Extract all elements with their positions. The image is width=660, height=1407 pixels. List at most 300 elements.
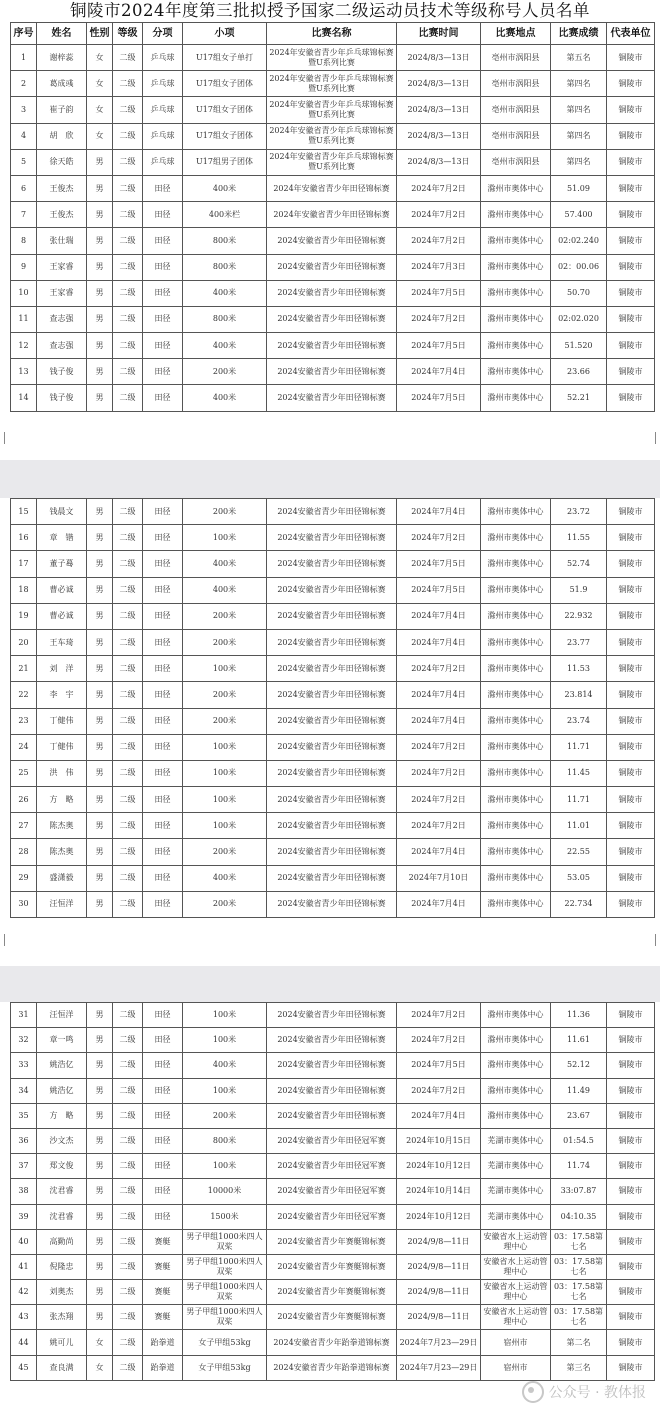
cell-result: 第二名 xyxy=(551,1330,607,1355)
cell-level: 二级 xyxy=(113,306,143,332)
cell-date: 2024年7月2日 xyxy=(397,306,481,332)
cell-gender: 男 xyxy=(87,865,113,891)
cell-unit: 铜陵市 xyxy=(607,254,655,280)
cell-discipline: 赛艇 xyxy=(143,1280,183,1305)
cell-gender: 男 xyxy=(87,1305,113,1330)
cell-competition: 2024安徽省青少年跆拳道锦标赛 xyxy=(267,1355,397,1380)
cell-name: 王家睿 xyxy=(37,280,87,306)
cell-date: 2024年7月2日 xyxy=(397,228,481,254)
cell-competition: 2024安徽省青少年田径锦标赛 xyxy=(267,891,397,917)
cell-unit: 铜陵市 xyxy=(607,1154,655,1179)
cell-index: 27 xyxy=(11,813,37,839)
cell-name: 方 略 xyxy=(37,787,87,813)
cell-date: 2024年7月10日 xyxy=(397,865,481,891)
cell-gender: 男 xyxy=(87,228,113,254)
cell-unit: 铜陵市 xyxy=(607,202,655,228)
cell-competition: 2024安徽省青少年田径锦标赛 xyxy=(267,1028,397,1053)
cell-gender: 男 xyxy=(87,499,113,525)
cell-name: 王俊杰 xyxy=(37,202,87,228)
cell-name: 徐天皓 xyxy=(37,149,87,175)
cell-competition: 2024年安徽省青少年乒乓球锦标赛暨U系列比赛 xyxy=(267,71,397,97)
table-row xyxy=(11,708,655,734)
cell-unit: 铜陵市 xyxy=(607,1128,655,1153)
cell-name: 倪隆忠 xyxy=(37,1254,87,1279)
cell-level: 二级 xyxy=(113,254,143,280)
cell-competition: 2024安徽省青少年田径锦标赛 xyxy=(267,385,397,411)
table-row xyxy=(11,71,655,97)
cell-discipline: 田径 xyxy=(143,891,183,917)
table-row xyxy=(11,1229,655,1254)
cell-level: 二级 xyxy=(113,577,143,603)
cell-name: 沈君睿 xyxy=(37,1204,87,1229)
cell-competition: 2024安徽省青少年田径锦标赛 xyxy=(267,228,397,254)
table-row xyxy=(11,656,655,682)
cell-event: 100米 xyxy=(183,656,267,682)
cell-venue: 亳州市涡阳县 xyxy=(481,149,551,175)
cell-name: 姚浩亿 xyxy=(37,1053,87,1078)
cell-event: 200米 xyxy=(183,499,267,525)
cell-result: 11.61 xyxy=(551,1028,607,1053)
cell-gender: 女 xyxy=(87,123,113,149)
cell-discipline: 田径 xyxy=(143,525,183,551)
cell-gender: 男 xyxy=(87,551,113,577)
table-row xyxy=(11,813,655,839)
header-date: 比赛时间 xyxy=(397,23,481,45)
roster-table-page-3 xyxy=(10,1002,655,1381)
table-row xyxy=(11,734,655,760)
cell-discipline: 田径 xyxy=(143,603,183,629)
cell-gender: 男 xyxy=(87,656,113,682)
cell-gender: 男 xyxy=(87,1128,113,1153)
cell-index: 40 xyxy=(11,1229,37,1254)
cell-result: 02：00.06 xyxy=(551,254,607,280)
cell-result: 11.45 xyxy=(551,760,607,786)
cell-name: 钱晨文 xyxy=(37,499,87,525)
header-event: 小项 xyxy=(183,23,267,45)
cell-discipline: 田径 xyxy=(143,333,183,359)
cell-discipline: 田径 xyxy=(143,551,183,577)
table-row xyxy=(11,149,655,175)
cell-discipline: 田径 xyxy=(143,708,183,734)
cell-name: 曹必诚 xyxy=(37,603,87,629)
table-row xyxy=(11,787,655,813)
cell-date: 2024/8/3—13日 xyxy=(397,123,481,149)
cell-unit: 铜陵市 xyxy=(607,97,655,123)
header-index: 序号 xyxy=(11,23,37,45)
cell-discipline: 乒乓球 xyxy=(143,149,183,175)
cell-gender: 男 xyxy=(87,1204,113,1229)
cell-event: 800米 xyxy=(183,254,267,280)
cell-event: 女子甲组53kg xyxy=(183,1355,267,1380)
table-row xyxy=(11,1028,655,1053)
table-row xyxy=(11,603,655,629)
cell-competition: 2024安徽省青少年田径冠军赛 xyxy=(267,1128,397,1153)
cell-date: 2024/9/8—11日 xyxy=(397,1280,481,1305)
cell-event: U17组男子团体 xyxy=(183,149,267,175)
table-row xyxy=(11,306,655,332)
cell-level: 二级 xyxy=(113,123,143,149)
cell-name: 董子蓦 xyxy=(37,551,87,577)
cell-competition: 2024安徽省青少年赛艇锦标赛 xyxy=(267,1305,397,1330)
table-row xyxy=(11,1305,655,1330)
cell-discipline: 田径 xyxy=(143,629,183,655)
cell-venue: 滁州市奥体中心 xyxy=(481,865,551,891)
cell-date: 2024年7月5日 xyxy=(397,280,481,306)
cell-discipline: 田径 xyxy=(143,1028,183,1053)
cell-index: 5 xyxy=(11,149,37,175)
cell-index: 30 xyxy=(11,891,37,917)
cell-result: 第四名 xyxy=(551,123,607,149)
cell-event: 10000米 xyxy=(183,1179,267,1204)
cell-competition: 2024安徽省青少年赛艇锦标赛 xyxy=(267,1229,397,1254)
cell-index: 34 xyxy=(11,1078,37,1103)
cell-result: 22.734 xyxy=(551,891,607,917)
cell-event: 800米 xyxy=(183,306,267,332)
table-row xyxy=(11,1078,655,1103)
cell-discipline: 赛艇 xyxy=(143,1254,183,1279)
cell-level: 二级 xyxy=(113,97,143,123)
cell-unit: 铜陵市 xyxy=(607,359,655,385)
cell-level: 二级 xyxy=(113,656,143,682)
cell-result: 52.74 xyxy=(551,551,607,577)
cell-name: 钱子俊 xyxy=(37,385,87,411)
cell-discipline: 田径 xyxy=(143,839,183,865)
cell-venue: 滁州市奥体中心 xyxy=(481,1103,551,1128)
cell-event: U17组女子团体 xyxy=(183,123,267,149)
cell-venue: 滁州市奥体中心 xyxy=(481,891,551,917)
cell-discipline: 赛艇 xyxy=(143,1305,183,1330)
cell-discipline: 乒乓球 xyxy=(143,71,183,97)
cell-competition: 2024安徽省青少年田径锦标赛 xyxy=(267,656,397,682)
cell-index: 12 xyxy=(11,333,37,359)
cell-competition: 2024年安徽省青少年田径锦标赛 xyxy=(267,202,397,228)
cell-unit: 铜陵市 xyxy=(607,1330,655,1355)
cell-name: 高勤尚 xyxy=(37,1229,87,1254)
cell-competition: 2024安徽省青少年田径冠军赛 xyxy=(267,1154,397,1179)
cell-name: 洪 伟 xyxy=(37,760,87,786)
cell-index: 6 xyxy=(11,175,37,201)
cell-competition: 2024安徽省青少年田径锦标赛 xyxy=(267,682,397,708)
cell-result: 22.55 xyxy=(551,839,607,865)
cell-name: 章 锴 xyxy=(37,525,87,551)
cell-index: 33 xyxy=(11,1053,37,1078)
cell-unit: 铜陵市 xyxy=(607,1280,655,1305)
watermark-text: 公众号 · 教体报 xyxy=(548,1385,646,1401)
cell-competition: 2024安徽省青少年田径锦标赛 xyxy=(267,708,397,734)
cell-result: 04:10.35 xyxy=(551,1204,607,1229)
cell-event: 200米 xyxy=(183,629,267,655)
cell-date: 2024/9/8—11日 xyxy=(397,1254,481,1279)
cell-event: 200米 xyxy=(183,839,267,865)
cell-result: 第三名 xyxy=(551,1355,607,1380)
table-row xyxy=(11,202,655,228)
cell-date: 2024年7月5日 xyxy=(397,333,481,359)
cell-venue: 滁州市奥体中心 xyxy=(481,359,551,385)
cell-venue: 宿州市 xyxy=(481,1355,551,1380)
cell-result: 01:54.5 xyxy=(551,1128,607,1153)
cell-index: 13 xyxy=(11,359,37,385)
cell-event: 200米 xyxy=(183,682,267,708)
cell-venue: 滁州市奥体中心 xyxy=(481,629,551,655)
cell-event: 1500米 xyxy=(183,1204,267,1229)
cell-unit: 铜陵市 xyxy=(607,603,655,629)
watermark xyxy=(522,1381,646,1403)
cell-competition: 2024安徽省青少年赛艇锦标赛 xyxy=(267,1280,397,1305)
cell-gender: 女 xyxy=(87,97,113,123)
cell-venue: 滁州市奥体中心 xyxy=(481,333,551,359)
cell-result: 51.09 xyxy=(551,175,607,201)
cell-index: 43 xyxy=(11,1305,37,1330)
cell-unit: 铜陵市 xyxy=(607,1078,655,1103)
cell-name: 王家睿 xyxy=(37,254,87,280)
cell-result: 52.21 xyxy=(551,385,607,411)
cell-level: 二级 xyxy=(113,525,143,551)
cell-date: 2024年7月5日 xyxy=(397,1053,481,1078)
cell-index: 37 xyxy=(11,1154,37,1179)
cell-name: 沈君睿 xyxy=(37,1179,87,1204)
cell-index: 32 xyxy=(11,1028,37,1053)
cell-date: 2024年7月5日 xyxy=(397,551,481,577)
header-result: 比赛成绩 xyxy=(551,23,607,45)
document-title: 铜陵市2024年度第三批拟授予国家二级运动员技术等级称号人员名单 xyxy=(70,1,590,20)
cell-event: 100米 xyxy=(183,1028,267,1053)
cell-gender: 男 xyxy=(87,682,113,708)
cell-event: 200米 xyxy=(183,1103,267,1128)
cell-competition: 2024安徽省青少年田径锦标赛 xyxy=(267,525,397,551)
cell-competition: 2024安徽省青少年田径冠军赛 xyxy=(267,1204,397,1229)
cell-unit: 铜陵市 xyxy=(607,1229,655,1254)
cell-index: 44 xyxy=(11,1330,37,1355)
cell-index: 8 xyxy=(11,228,37,254)
cell-result: 33:07.87 xyxy=(551,1179,607,1204)
cell-unit: 铜陵市 xyxy=(607,551,655,577)
cell-date: 2024年7月2日 xyxy=(397,1078,481,1103)
cell-index: 23 xyxy=(11,708,37,734)
cell-level: 二级 xyxy=(113,1305,143,1330)
table-row xyxy=(11,1280,655,1305)
cell-result: 第四名 xyxy=(551,71,607,97)
cell-gender: 男 xyxy=(87,359,113,385)
table-row xyxy=(11,760,655,786)
cell-name: 姚可儿 xyxy=(37,1330,87,1355)
cell-event: 100米 xyxy=(183,787,267,813)
cell-level: 二级 xyxy=(113,1003,143,1028)
cell-level: 二级 xyxy=(113,333,143,359)
cell-venue: 滁州市奥体中心 xyxy=(481,254,551,280)
cell-name: 陈杰奥 xyxy=(37,839,87,865)
cell-competition: 2024安徽省青少年田径锦标赛 xyxy=(267,787,397,813)
cell-date: 2024/9/8—11日 xyxy=(397,1229,481,1254)
cell-competition: 2024安徽省青少年田径锦标赛 xyxy=(267,1003,397,1028)
page-corner-mark xyxy=(4,934,13,946)
cell-competition: 2024安徽省青少年田径锦标赛 xyxy=(267,499,397,525)
table-row xyxy=(11,577,655,603)
cell-discipline: 赛艇 xyxy=(143,1229,183,1254)
cell-venue: 滁州市奥体中心 xyxy=(481,280,551,306)
cell-index: 36 xyxy=(11,1128,37,1153)
cell-discipline: 田径 xyxy=(143,1179,183,1204)
cell-venue: 滁州市奥体中心 xyxy=(481,603,551,629)
table-row xyxy=(11,525,655,551)
cell-unit: 铜陵市 xyxy=(607,682,655,708)
table-row xyxy=(11,551,655,577)
cell-result: 23.74 xyxy=(551,708,607,734)
cell-event: U17组女子单打 xyxy=(183,45,267,71)
cell-date: 2024年7月23—29日 xyxy=(397,1355,481,1380)
table-header xyxy=(11,23,655,45)
cell-venue: 芜湖市奥体中心 xyxy=(481,1204,551,1229)
table-row xyxy=(11,1003,655,1028)
cell-gender: 男 xyxy=(87,1103,113,1128)
cell-level: 二级 xyxy=(113,1204,143,1229)
cell-event: U17组女子团体 xyxy=(183,97,267,123)
cell-gender: 男 xyxy=(87,813,113,839)
table-row xyxy=(11,175,655,201)
cell-name: 葛成彧 xyxy=(37,71,87,97)
cell-gender: 男 xyxy=(87,1003,113,1028)
header-unit: 代表单位 xyxy=(607,23,655,45)
cell-index: 39 xyxy=(11,1204,37,1229)
page-corner-mark xyxy=(647,432,656,444)
cell-date: 2024年7月4日 xyxy=(397,839,481,865)
table-row xyxy=(11,1179,655,1204)
page-1 xyxy=(0,0,660,460)
cell-date: 2024年7月4日 xyxy=(397,359,481,385)
table-row xyxy=(11,1103,655,1128)
cell-index: 7 xyxy=(11,202,37,228)
cell-gender: 女 xyxy=(87,71,113,97)
cell-date: 2024年7月2日 xyxy=(397,1028,481,1053)
cell-level: 二级 xyxy=(113,228,143,254)
cell-level: 二级 xyxy=(113,1229,143,1254)
cell-competition: 2024安徽省青少年田径锦标赛 xyxy=(267,551,397,577)
cell-index: 25 xyxy=(11,760,37,786)
cell-gender: 男 xyxy=(87,577,113,603)
table-row xyxy=(11,629,655,655)
cell-unit: 铜陵市 xyxy=(607,385,655,411)
cell-index: 14 xyxy=(11,385,37,411)
cell-result: 11.74 xyxy=(551,1154,607,1179)
cell-event: 400米 xyxy=(183,865,267,891)
cell-name: 谢梓蕊 xyxy=(37,45,87,71)
cell-unit: 铜陵市 xyxy=(607,1103,655,1128)
cell-result: 03：17.58第七名 xyxy=(551,1229,607,1254)
cell-date: 2024/9/8—11日 xyxy=(397,1305,481,1330)
cell-name: 章一鸣 xyxy=(37,1028,87,1053)
cell-index: 38 xyxy=(11,1179,37,1204)
cell-event: 男子甲组1000米四人双桨 xyxy=(183,1254,267,1279)
cell-venue: 滁州市奥体中心 xyxy=(481,1028,551,1053)
cell-unit: 铜陵市 xyxy=(607,787,655,813)
cell-event: 100米 xyxy=(183,734,267,760)
table-row xyxy=(11,682,655,708)
page-gap xyxy=(0,460,660,498)
cell-gender: 女 xyxy=(87,1355,113,1380)
cell-date: 2024年7月23—29日 xyxy=(397,1330,481,1355)
cell-event: 800米 xyxy=(183,228,267,254)
cell-event: 800米 xyxy=(183,1128,267,1153)
roster-table-page-2 xyxy=(10,498,655,918)
cell-venue: 滁州市奥体中心 xyxy=(481,839,551,865)
cell-event: 400米 xyxy=(183,385,267,411)
cell-gender: 男 xyxy=(87,1280,113,1305)
cell-venue: 安徽省水上运动管理中心 xyxy=(481,1305,551,1330)
cell-unit: 铜陵市 xyxy=(607,499,655,525)
cell-date: 2024/8/3—13日 xyxy=(397,71,481,97)
table-row xyxy=(11,891,655,917)
cell-gender: 男 xyxy=(87,1254,113,1279)
cell-date: 2024年7月2日 xyxy=(397,813,481,839)
cell-name: 钱子俊 xyxy=(37,359,87,385)
cell-event: 100米 xyxy=(183,760,267,786)
cell-level: 二级 xyxy=(113,708,143,734)
cell-name: 刘奥杰 xyxy=(37,1280,87,1305)
cell-discipline: 田径 xyxy=(143,682,183,708)
cell-event: 400米 xyxy=(183,1053,267,1078)
header-competition: 比赛名称 xyxy=(267,23,397,45)
cell-date: 2024年7月4日 xyxy=(397,682,481,708)
cell-event: 100米 xyxy=(183,1154,267,1179)
table-body-page-2 xyxy=(11,499,655,918)
page-gap xyxy=(0,966,660,1002)
cell-event: 400米 xyxy=(183,175,267,201)
cell-discipline: 田径 xyxy=(143,175,183,201)
cell-competition: 2024安徽省青少年田径锦标赛 xyxy=(267,734,397,760)
table-row xyxy=(11,385,655,411)
cell-date: 2024年7月4日 xyxy=(397,629,481,655)
table-row xyxy=(11,499,655,525)
header-gender: 性别 xyxy=(87,23,113,45)
cell-venue: 安徽省水上运动管理中心 xyxy=(481,1280,551,1305)
cell-unit: 铜陵市 xyxy=(607,175,655,201)
cell-competition: 2024安徽省青少年田径锦标赛 xyxy=(267,760,397,786)
cell-discipline: 跆拳道 xyxy=(143,1330,183,1355)
cell-date: 2024年10月12日 xyxy=(397,1204,481,1229)
cell-competition: 2024安徽省青少年田径锦标赛 xyxy=(267,865,397,891)
cell-event: 100米 xyxy=(183,1078,267,1103)
cell-venue: 滁州市奥体中心 xyxy=(481,760,551,786)
cell-gender: 男 xyxy=(87,760,113,786)
cell-discipline: 田径 xyxy=(143,1078,183,1103)
cell-level: 二级 xyxy=(113,865,143,891)
cell-venue: 亳州市涡阳县 xyxy=(481,97,551,123)
cell-venue: 滁州市奥体中心 xyxy=(481,385,551,411)
cell-level: 二级 xyxy=(113,891,143,917)
cell-venue: 滁州市奥体中心 xyxy=(481,175,551,201)
cell-result: 23.77 xyxy=(551,629,607,655)
cell-date: 2024年7月4日 xyxy=(397,1103,481,1128)
cell-level: 二级 xyxy=(113,813,143,839)
cell-competition: 2024年安徽省青少年乒乓球锦标赛暨U系列比赛 xyxy=(267,149,397,175)
cell-venue: 滁州市奥体中心 xyxy=(481,228,551,254)
cell-unit: 铜陵市 xyxy=(607,123,655,149)
cell-name: 盛潇毅 xyxy=(37,865,87,891)
cell-venue: 芜湖市奥体中心 xyxy=(481,1128,551,1153)
cell-level: 二级 xyxy=(113,1355,143,1380)
cell-date: 2024年7月2日 xyxy=(397,1003,481,1028)
cell-result: 03：17.58第七名 xyxy=(551,1305,607,1330)
header-name: 姓名 xyxy=(37,23,87,45)
cell-name: 查良满 xyxy=(37,1355,87,1380)
table-row xyxy=(11,254,655,280)
cell-gender: 男 xyxy=(87,734,113,760)
cell-event: 男子甲组1000米四人双桨 xyxy=(183,1229,267,1254)
page-corner-mark xyxy=(647,934,656,946)
cell-date: 2024年7月4日 xyxy=(397,708,481,734)
cell-gender: 男 xyxy=(87,1229,113,1254)
table-row xyxy=(11,280,655,306)
cell-venue: 芜湖市奥体中心 xyxy=(481,1179,551,1204)
